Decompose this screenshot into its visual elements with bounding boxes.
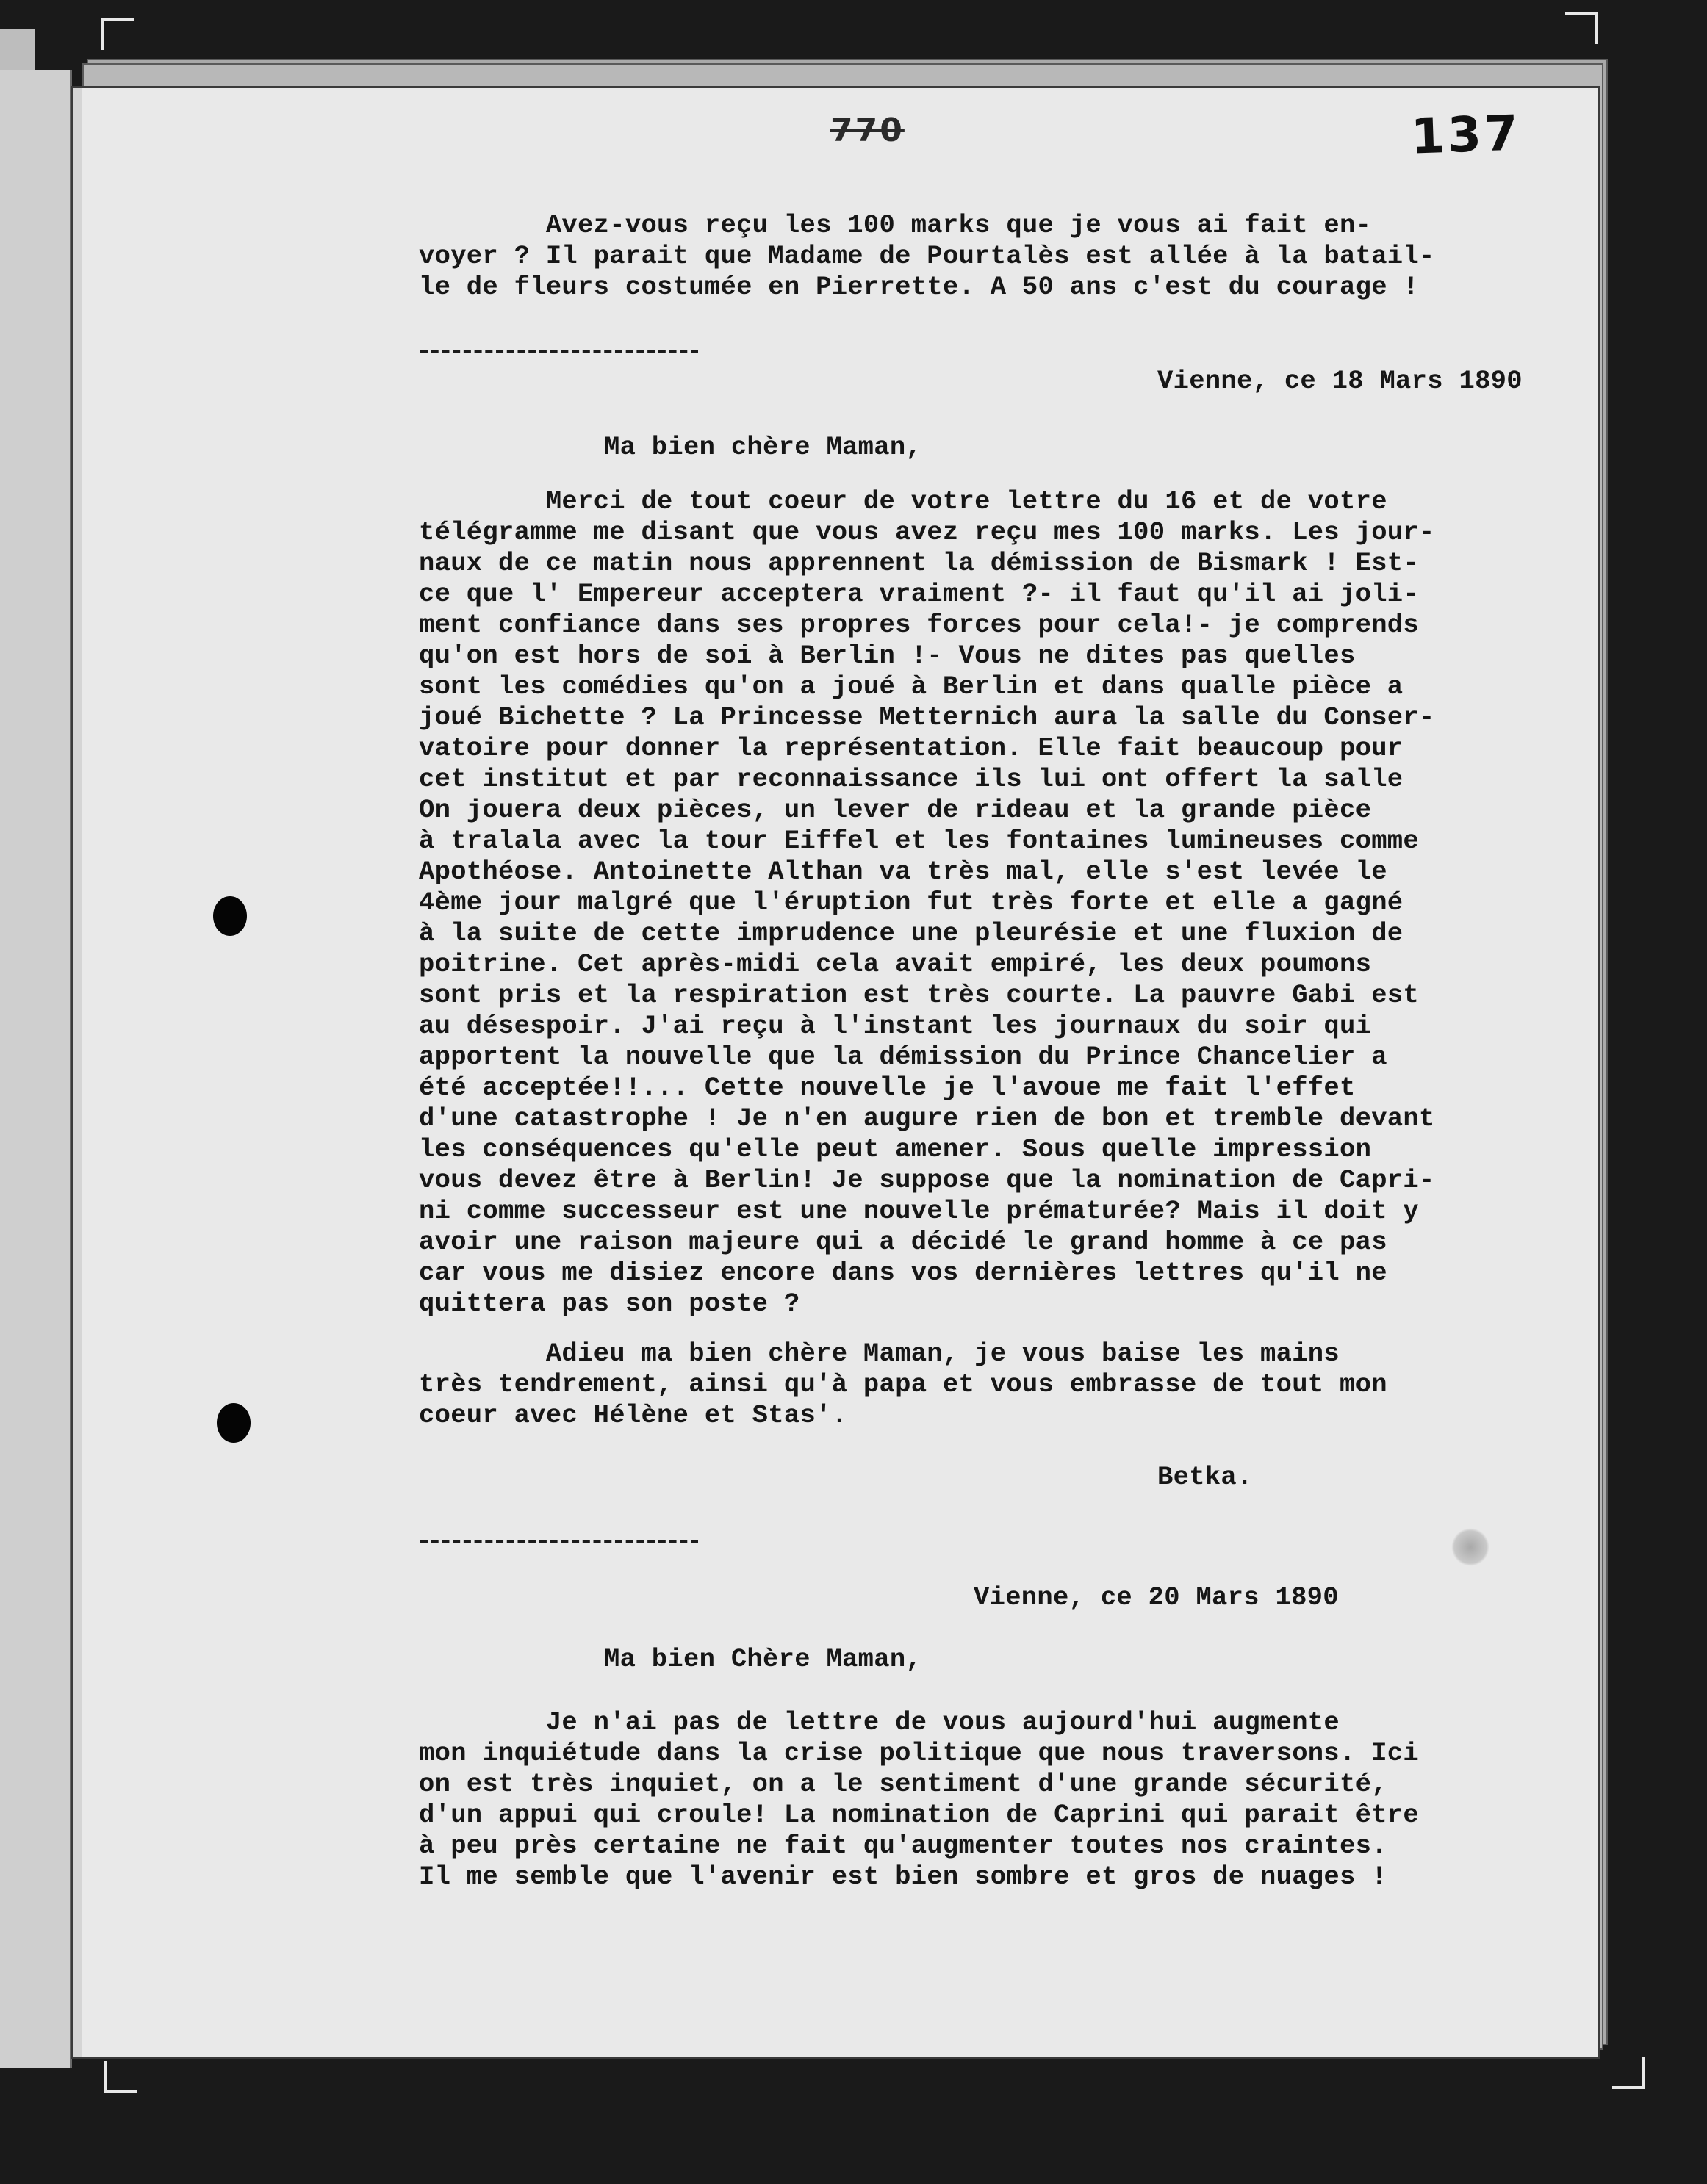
- crop-mark-top-left: [101, 18, 134, 50]
- letter1-body-line: qu'on est hors de soi à Berlin !- Vous ne dites pas quelles: [419, 641, 1356, 671]
- letter1-body-line: joué Bichette ? La Princesse Metternich aura la salle du Conser-: [419, 702, 1435, 732]
- letter1-body-line: ment confiance dans ses propres forces pour cela!- je comprends: [419, 610, 1420, 640]
- crop-mark-top-right: [1565, 12, 1598, 44]
- letter1-body-line: avoir une raison majeure qui a décidé le grand homme à ce pas: [419, 1227, 1387, 1257]
- letter1-body-line: ce que l' Empereur acceptera vraiment ?- il faut qu'il ai joli-: [419, 579, 1420, 609]
- letter2-body-line: à peu près certaine ne fait qu'augmenter toutes nos craintes.: [419, 1831, 1387, 1861]
- letter1-body-line: d'une catastrophe ! Je n'en augure rien de bon et tremble devant: [419, 1103, 1435, 1134]
- letter1-body-line: vatoire pour donner la représentation. Elle fait beaucoup pour: [419, 733, 1404, 763]
- letter1-body-line: car vous me disiez encore dans vos dernières lettres qu'il ne: [419, 1258, 1387, 1288]
- letter1-body-line: vous devez être à Berlin! Je suppose que la nomination de Capri-: [419, 1165, 1435, 1195]
- letter2-body-line: Je n'ai pas de lettre de vous aujourd'hui augmente: [419, 1707, 1340, 1737]
- letter1-signature: Betka.: [1157, 1462, 1253, 1492]
- letter1-body-line: cet institut et par reconnaissance ils lui ont offert la salle: [419, 764, 1404, 794]
- page-number: 137: [1409, 104, 1523, 165]
- letter1-closing-line: Adieu ma bien chère Maman, je vous baise les mains: [419, 1338, 1340, 1369]
- punch-hole-upper: [213, 896, 247, 936]
- letter1-body-line: à tralala avec la tour Eiffel et les fontaines lumineuses comme: [419, 826, 1420, 856]
- letter2-body-line: mon inquiétude dans la crise politique que nous traversons. Ici: [419, 1738, 1420, 1768]
- old-page-number: 770: [830, 112, 905, 149]
- letter1-body-line: sont pris et la respiration est très courte. La pauvre Gabi est: [419, 980, 1420, 1010]
- section-divider-1: [420, 350, 698, 353]
- letter1-body-line: télégramme me disant que vous avez reçu mes 100 marks. Les jour-: [419, 517, 1435, 547]
- letter1-salutation: Ma bien chère Maman,: [604, 432, 922, 462]
- top-paragraph-line-3: le de fleurs costumée en Pierrette. A 50 ans c'est du courage !: [419, 272, 1420, 302]
- letter1-body-line: au désespoir. J'ai reçu à l'instant les journaux du soir qui: [419, 1011, 1372, 1041]
- crop-mark-bottom-left: [104, 2061, 137, 2093]
- letter1-body-line: On jouera deux pièces, un lever de rideau et la grande pièce: [419, 795, 1372, 825]
- top-paragraph-line-1: Avez-vous reçu les 100 marks que je vous ai fait en-: [419, 210, 1372, 240]
- letter1-body-line: quittera pas son poste ?: [419, 1289, 800, 1319]
- punch-hole-lower: [217, 1403, 251, 1443]
- crop-mark-bottom-right: [1612, 2057, 1645, 2089]
- section-divider-2: [420, 1540, 698, 1543]
- letter2-body-line: on est très inquiet, on a le sentiment d'une grande sécurité,: [419, 1769, 1387, 1799]
- letter1-body-line: poitrine. Cet après-midi cela avait empiré, les deux poumons: [419, 949, 1372, 979]
- letter1-body-line: à la suite de cette imprudence une pleurésie et une fluxion de: [419, 918, 1404, 948]
- letter2-dateline: Vienne, ce 20 Mars 1890: [974, 1582, 1339, 1612]
- top-paragraph-line-2: voyer ? Il parait que Madame de Pourtalès est allée à la batail-: [419, 241, 1435, 271]
- letter1-closing-line: coeur avec Hélène et Stas'.: [419, 1400, 848, 1430]
- letter1-body-line: ni comme successeur est une nouvelle prématurée? Mais il doit y: [419, 1196, 1420, 1226]
- letter1-body-line: été acceptée!!... Cette nouvelle je l'avoue me fait l'effet: [419, 1073, 1356, 1103]
- letter1-body-line: les conséquences qu'elle peut amener. Sous quelle impression: [419, 1134, 1372, 1164]
- letter1-body-line: apportent la nouvelle que la démission du Prince Chancelier a: [419, 1042, 1387, 1072]
- previous-sheet-edge: [0, 70, 72, 2068]
- letter1-closing-line: très tendrement, ainsi qu'à papa et vous embrasse de tout mon: [419, 1369, 1387, 1399]
- letter1-body-line: Merci de tout coeur de votre lettre du 16 et de votre: [419, 486, 1387, 516]
- letter2-body-line: d'un appui qui croule! La nomination de Caprini qui parait être: [419, 1800, 1420, 1830]
- letter1-body-line: 4ème jour malgré que l'éruption fut très forte et elle a gagné: [419, 887, 1404, 918]
- letter2-salutation: Ma bien Chère Maman,: [604, 1644, 922, 1674]
- letter1-body-line: Apothéose. Antoinette Althan va très mal, elle s'est levée le: [419, 857, 1387, 887]
- ink-stain: [1451, 1528, 1489, 1566]
- letter2-body-line: Il me semble que l'avenir est bien sombre et gros de nuages !: [419, 1862, 1387, 1892]
- letter1-body-line: sont les comédies qu'on a joué à Berlin et dans qualle pièce a: [419, 671, 1404, 702]
- letter1-dateline: Vienne, ce 18 Mars 1890: [1157, 366, 1523, 396]
- letter1-body-line: naux de ce matin nous apprennent la démission de Bismark ! Est-: [419, 548, 1420, 578]
